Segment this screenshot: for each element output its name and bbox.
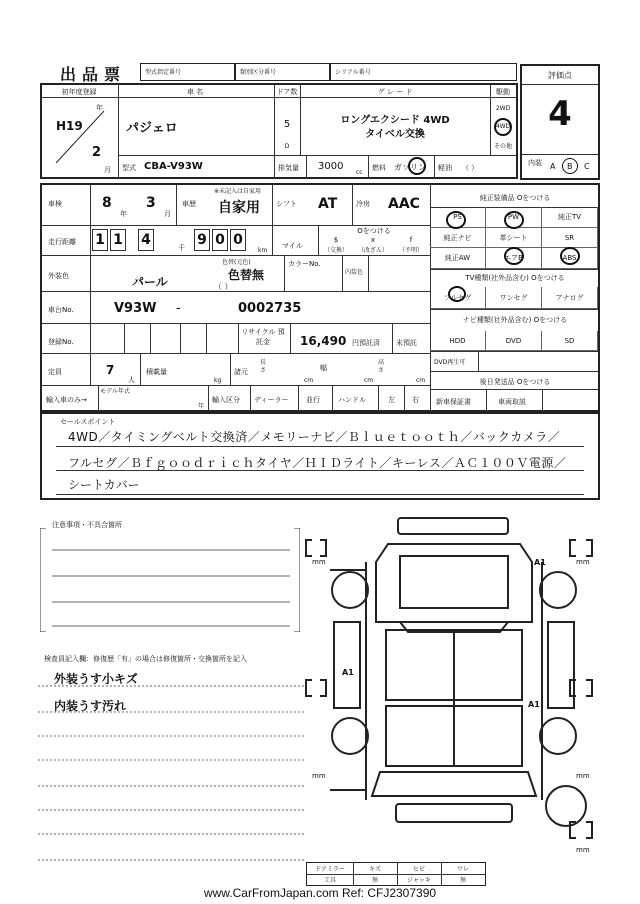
inspection-month: 3 [146, 195, 156, 211]
mileage-opt3-sub: （不明） [398, 247, 423, 254]
legend-jack-value: 無 [459, 877, 466, 884]
capacity-unit: 人 [128, 376, 135, 384]
fuel-gas: ガソリン [394, 163, 426, 172]
doors-value: 5 [283, 119, 291, 130]
load-label: 積載量 [146, 368, 167, 376]
inspection-month-unit: 月 [164, 210, 171, 218]
interior-b-circle [562, 158, 578, 174]
mileage-circle-note: Oをつける [357, 227, 391, 235]
mileage-opt2: x [370, 236, 376, 244]
kg-unit: kg [214, 377, 222, 384]
handle-left: 左 [388, 396, 395, 404]
inspection-year: 8 [102, 195, 112, 211]
displacement-value: 3000 [318, 161, 344, 172]
legend-tools-value: 無 [371, 877, 378, 884]
legend-tools: 工具 [323, 877, 336, 884]
inspector-note-1: 外装うす小キズ [54, 672, 138, 686]
color-original: （ ） [214, 282, 233, 291]
equipment-item-5: SR [542, 228, 598, 249]
first-reg-year: H19 [56, 119, 83, 133]
serial-number-box: シリアル番号 [330, 63, 517, 81]
length-cm: cm [304, 377, 314, 384]
equipment-item-1: PW [486, 207, 542, 228]
later-item-warranty: 新車保証書 [436, 398, 471, 406]
car-name: パジェロ [126, 121, 178, 136]
mileage-digit: 0 [230, 229, 246, 251]
drive-4wd: 4WD [495, 123, 511, 130]
equipment-item-3: 純正ナビ [430, 228, 486, 249]
history-value: 自家用 [218, 200, 260, 216]
footer-watermark: www.CarFromJapan.com Ref: CFJ2307390 [203, 886, 437, 900]
equipment-item-6: 純正AW [430, 248, 486, 269]
mileage-digit: 4 [138, 229, 154, 251]
inspection-year-unit: 年 [120, 210, 127, 218]
legend-scratch: キズ [369, 866, 381, 873]
fuel-other: （ ） [462, 164, 479, 172]
legend-jack: ジャッキ [407, 877, 431, 884]
airbag-circle [504, 247, 524, 265]
mm-label-2: mm [576, 558, 590, 566]
navi-grid [430, 331, 598, 351]
model-label: 型式 [122, 164, 136, 172]
mm-label-4: mm [576, 772, 590, 780]
interior-c: C [584, 162, 590, 171]
first-reg-label: 初年度登録 [61, 88, 97, 96]
equipment-item-4: 革シート [486, 228, 542, 249]
mileage-digit: 1 [92, 229, 108, 251]
legend-door-mirror: ドアミラー [315, 866, 345, 873]
fullseg-circle [448, 286, 466, 302]
recycle-label: リサイクル 預託金 [241, 328, 285, 346]
legend-crack: ヒビ [412, 866, 425, 873]
selling-point-line1: 4WD／タイミングベルト交換済／メモリーナビ／Ｂｌｕｅｔｏｏｔｈ／バックカメラ／ [68, 430, 561, 444]
inspector-note-2: 内装うす汚れ [54, 699, 127, 713]
selling-points-label: セールスポイント [60, 418, 116, 426]
history-label: 車歴 [182, 200, 196, 208]
height-cm: cm [416, 377, 426, 384]
grade-label: グ レ ー ド [377, 88, 413, 96]
selling-point-line3: シートカバー [68, 478, 140, 492]
cc-unit: cc [356, 169, 363, 176]
drive-2wd: 2WD [495, 105, 511, 112]
import-dealer: ディーラー [254, 396, 289, 404]
recycle-paid: 円預託済 [352, 339, 380, 347]
navi-item-2: SD [542, 331, 598, 351]
evaluation-score: 4 [548, 94, 572, 134]
import-parallel: 並行 [306, 396, 320, 404]
equipment-item-8: ABS [542, 248, 598, 269]
selling-points-section [40, 412, 600, 500]
mileage-digit: 9 [194, 229, 210, 251]
capacity-label: 定員 [48, 368, 62, 376]
displacement-label: 排気量 [278, 164, 299, 172]
month-unit: 月 [104, 166, 111, 174]
mileage-opt1-sub: （交換） [323, 247, 348, 254]
inspection-label: 車検 [48, 200, 62, 208]
pw-circle [504, 211, 524, 229]
height-label: 高さ [378, 359, 385, 374]
later-item-manual: 車両取説 [498, 398, 526, 406]
selling-point-line2: フルセグ／Ｂｆｇｏｏｄｒｉｃｈタイヤ／ＨＩＤライト／キーレス／ＡＣ１００Ｖ電源／ [68, 456, 567, 470]
model-year-label: モデル年式 [100, 388, 130, 395]
inspector-label: 検査員記入欄：修復歴「有」の場合は修復箇所・交換箇所を記入 [44, 655, 247, 663]
navi-title: ナビ種類(社外品含む) Oをつける [462, 316, 568, 324]
model-value: CBA-V93W [144, 161, 203, 172]
model-cert-box: 型式指定番号 [140, 63, 235, 81]
shift-value: AT [318, 196, 338, 212]
abs-circle [560, 247, 580, 265]
color-value: パール [132, 275, 168, 289]
caution-box [40, 528, 300, 632]
equipment-item-2: 純正TV [542, 207, 598, 228]
year-unit: 年 [96, 104, 103, 112]
import-class-label: 輸入区分 [212, 396, 240, 404]
mm-label-3: mm [312, 772, 326, 780]
tv-item-2: アナログ [542, 287, 598, 309]
color-label: 外装色 [48, 272, 69, 280]
damage-mark-a1-rear-right: A1 [528, 700, 540, 709]
evaluation-box [520, 64, 600, 180]
legend-table [306, 862, 486, 886]
damage-mark-a1-left: A1 [342, 668, 354, 677]
mileage-unit: km [258, 247, 268, 254]
dvd-label: DVD再生可 [434, 359, 466, 366]
evaluation-label: 評価点 [548, 71, 572, 80]
length-label: 長さ [260, 359, 267, 374]
drive-label: 駆動 [496, 88, 510, 96]
car-name-label: 車 名 [186, 88, 204, 96]
mileage-label: 走行距離 [48, 238, 76, 246]
mm-label-1: mm [312, 558, 326, 566]
ac-label: 冷房 [356, 200, 370, 208]
import-label: 輸入車のみ→ [46, 396, 87, 404]
reg-no-label: 登録No. [48, 338, 74, 346]
model-year-unit: 年 [198, 403, 205, 410]
interior-grade-label: 内装 [528, 159, 542, 167]
color-change-value: 色替無 [228, 268, 265, 282]
tv-item-0: フルセグ [430, 287, 486, 309]
interior-color-label: 内装色 [345, 269, 364, 276]
grade-line1: ロングエクシード 4WD [340, 115, 450, 126]
fuel-gas-circle [408, 157, 426, 175]
interior-b: B [567, 162, 573, 171]
navi-item-0: HDD [430, 331, 486, 351]
drive-4wd-circle [494, 118, 512, 136]
mile-label: マイル [282, 242, 303, 250]
vehicle-info-section [40, 83, 518, 179]
equipment-title: 純正装備品 Oをつける [479, 194, 551, 202]
damage-mark-a1-front-right: A1 [534, 558, 546, 567]
equipment-item-7: エアB [486, 248, 542, 269]
chassis-prefix: V93W [114, 301, 157, 316]
recycle-unpaid: 未預託 [396, 339, 417, 347]
handle-label: ハンドル [338, 396, 366, 404]
sheet-title: 出品票 [60, 65, 127, 84]
fuel-diesel: 軽油 [438, 164, 452, 172]
doors-d: D [284, 143, 290, 150]
car-damage-diagram [300, 510, 610, 860]
capacity-value: 7 [106, 363, 115, 377]
chassis-dash: - [176, 301, 181, 316]
tv-title: TV種類(社外品含む) Oをつける [465, 274, 565, 282]
chassis-number: 0002735 [238, 301, 302, 316]
first-reg-month: 2 [92, 145, 102, 160]
doors-label: ドア数 [276, 88, 298, 96]
legend-break: ワレ [456, 866, 469, 873]
recycle-amount: 16,490 [300, 334, 347, 348]
vehicle-detail-section [40, 183, 600, 412]
grade-line2: タイベル交換 [365, 129, 425, 140]
shift-label: シフト [276, 200, 297, 208]
width-cm: cm [364, 377, 374, 384]
chassis-label: 車台No. [48, 306, 74, 314]
interior-a: A [550, 162, 556, 171]
inspector-lines [38, 684, 304, 884]
ps-circle [446, 211, 466, 229]
navi-item-1: DVD [486, 331, 542, 351]
later-title: 後日発送品 Oをつける [479, 378, 551, 386]
equipment-item-0: PS [430, 207, 486, 228]
mileage-opt2-sub: （改ざん） [357, 247, 388, 254]
width-label: 幅 [320, 364, 327, 372]
color-change-label: 色替(元色) [222, 259, 251, 266]
color-no-label: カラーNo. [288, 260, 321, 268]
caution-label: 注意事項・不具合箇所 [52, 521, 122, 529]
history-note: ※未記入は自家用 [214, 188, 262, 195]
fuel-label: 燃料 [372, 164, 386, 172]
class-number-box: 類別区分番号 [235, 63, 330, 81]
mileage-thousand: 千 [178, 244, 185, 252]
handle-right: 右 [412, 396, 419, 404]
mileage-digit: 1 [110, 229, 126, 251]
ac-value: AAC [388, 196, 420, 212]
mileage-opt1: $ [333, 236, 339, 244]
mileage-opt3: f [409, 236, 413, 244]
drive-other: その他 [493, 143, 512, 150]
tv-item-1: ワンセグ [486, 287, 542, 309]
dimensions-label: 諸元 [234, 368, 248, 376]
mileage-digit: 0 [212, 229, 228, 251]
mm-label-5: mm [576, 846, 590, 854]
